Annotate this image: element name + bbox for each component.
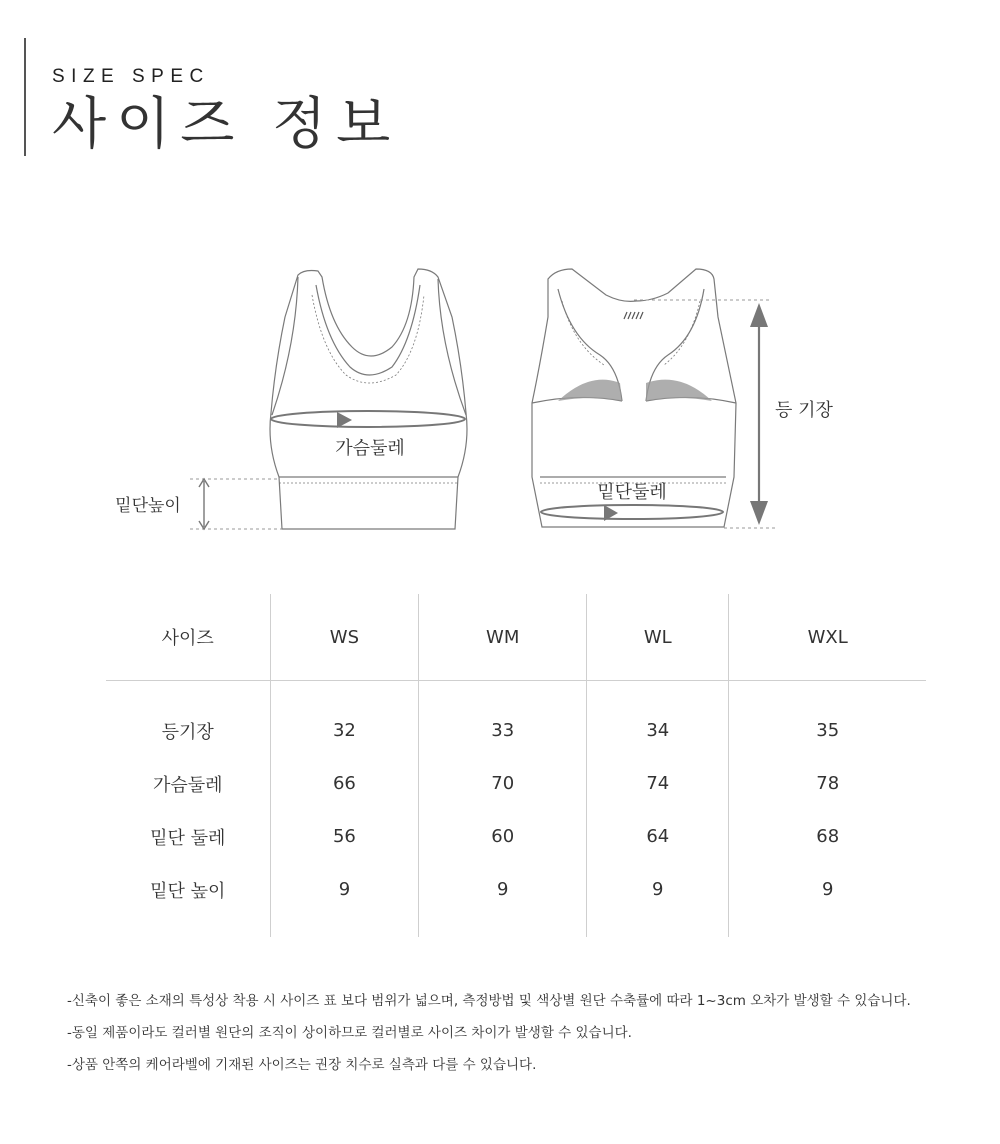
row-label: 등기장: [161, 721, 214, 743]
table-cell: 33: [419, 681, 587, 758]
table-cell: 34: [587, 681, 729, 758]
table-row: [106, 810, 926, 863]
table-row: [106, 757, 926, 810]
table-row: [106, 681, 926, 758]
table-cell: 56: [270, 810, 419, 863]
table-cell: 9: [419, 863, 587, 937]
header-size: 사이즈: [106, 594, 270, 681]
row-label: 가슴둘레: [152, 774, 223, 796]
page-title: 사이즈 정보: [52, 92, 401, 157]
note-item: -신축이 좋은 소재의 특성상 착용 시 사이즈 표 보다 범위가 넓으며, 측정방법 및 색상별 원단 수축률에 따라 1~3cm 오차가 발생할 수 있습니다.: [67, 993, 911, 1009]
back-length-label: 등 기장: [775, 400, 833, 421]
header-wm: WM: [419, 594, 587, 681]
table-cell: 78: [729, 757, 926, 810]
table-cell: 9: [729, 863, 926, 937]
table-cell: 35: [729, 681, 926, 758]
table-cell: 64: [587, 810, 729, 863]
header-wl: WL: [587, 594, 729, 681]
row-label: 밑단 높이: [150, 880, 226, 902]
header-wxl: WXL: [729, 594, 926, 681]
header-ws: WS: [270, 594, 419, 681]
chest-label: 가슴둘레: [335, 438, 405, 459]
size-spec-table: [106, 594, 926, 937]
size-notes: [67, 985, 911, 1081]
table-cell: 74: [587, 757, 729, 810]
front-view-garment: [270, 269, 467, 529]
table-row: [106, 863, 926, 937]
note-item: -동일 제품이라도 컬러별 원단의 조직이 상이하므로 컬러별로 사이즈 차이가 발생할 수 있습니다.: [67, 1025, 632, 1041]
table-cell: 9: [270, 863, 419, 937]
size-diagram: [0, 255, 1000, 555]
note-item: -상품 안쪽의 케어라벨에 기재된 사이즈는 권장 치수로 실측과 다를 수 있습니다.: [67, 1057, 537, 1073]
size-diagram-svg: [0, 255, 1000, 555]
table-cell: 70: [419, 757, 587, 810]
title-accent-bar: [24, 38, 26, 156]
table-header-row: [106, 594, 926, 681]
back-inner-lining: [558, 380, 712, 401]
chest-measure-ellipse: [271, 411, 465, 428]
back-logo-mark: [624, 312, 643, 319]
hem-circumference-ellipse: [541, 505, 723, 521]
row-label: 밑단 둘레: [150, 827, 226, 849]
section-eyebrow: SIZE SPEC: [52, 66, 210, 87]
table-cell: 60: [419, 810, 587, 863]
table-cell: 66: [270, 757, 419, 810]
hem-circumference-label: 밑단둘레: [597, 482, 667, 503]
hem-height-dimension: [190, 479, 282, 529]
table-cell: 32: [270, 681, 419, 758]
table-cell: 9: [587, 863, 729, 937]
hem-height-label: 밑단높이: [115, 496, 181, 516]
table-cell: 68: [729, 810, 926, 863]
